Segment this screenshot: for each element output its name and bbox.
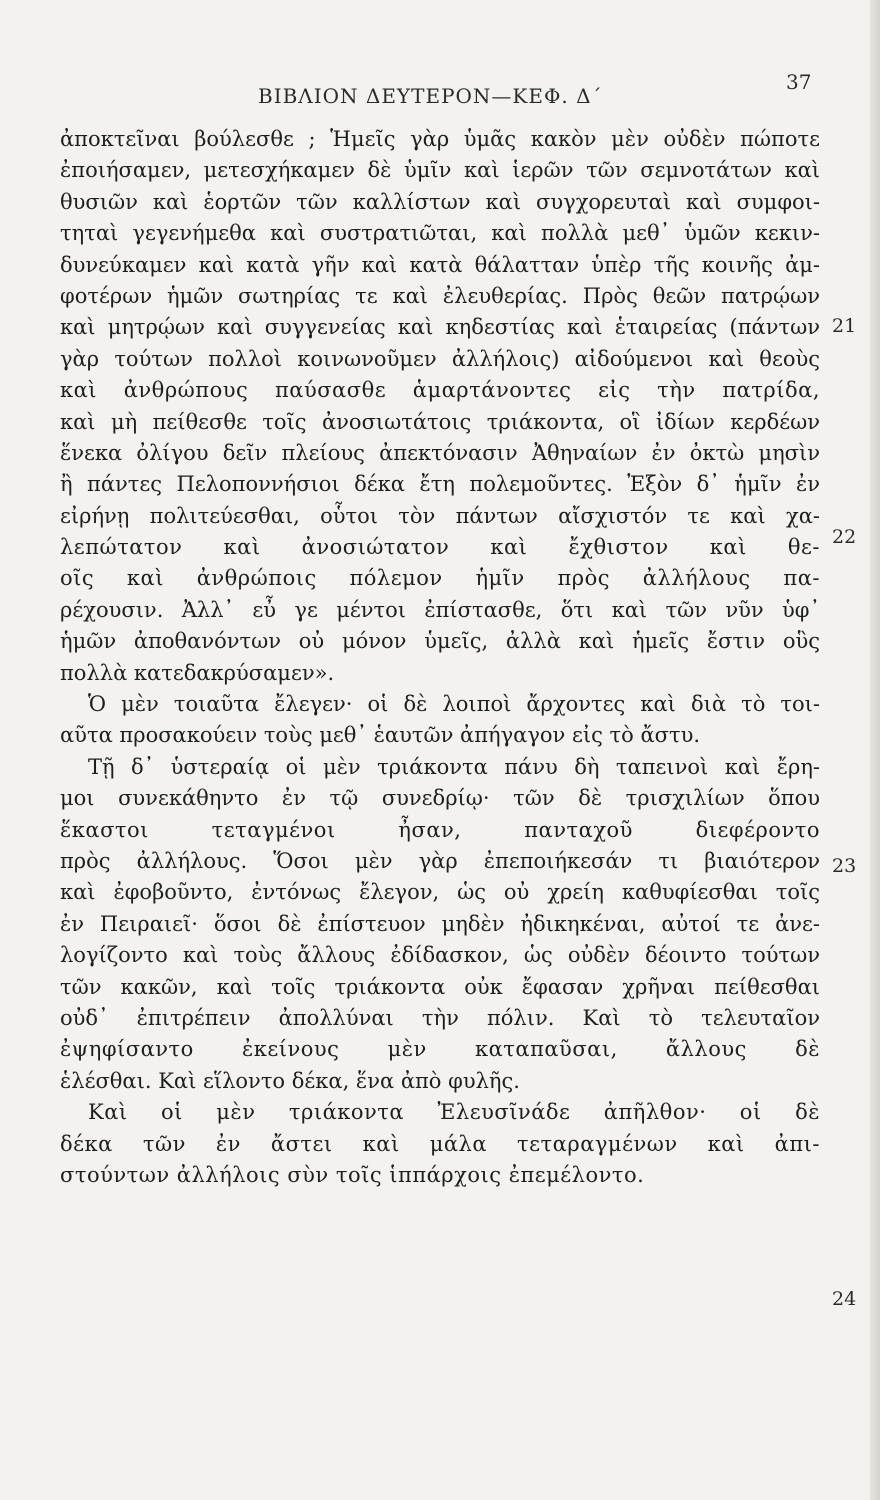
text-line: ἐψηφίσαντο ἐκείνους μὲν καταπαῦσαι, ἄλλους δὲ [60, 1037, 820, 1062]
text-line: στούντων ἀλλήλοις σὺν τοῖς ἱππάρχοις ἐπεμέλοντο. [60, 1162, 645, 1187]
text-line: Τῇ δ᾽ ὑστεραίᾳ οἱ μὲν τριάκοντα πάνυ δὴ ταπεινοὶ καὶ ἔρη- [88, 754, 820, 779]
text-line: Ὁ μὲν τοιαῦτα ἔλεγεν· οἱ δὲ λοιποὶ ἄρχοντες καὶ διὰ τὸ τοι- [88, 692, 820, 717]
text-line: τηταὶ γεγενήμεθα καὶ συστρατιῶται, καὶ πολλὰ μεθ᾽ ὑμῶν κεκιν- [60, 221, 820, 246]
text-line: αῦτα προσακούειν τοὺς μεθ᾽ ἑαυτῶν ἀπήγαγον εἰς τὸ ἄστυ. [60, 723, 701, 748]
text-line: καὶ μητρῴων καὶ συγγενείας καὶ κηδεστίας καὶ ἑταιρείας (πάντων [60, 315, 820, 340]
text-line: καὶ ἐφοβοῦντο, ἐντόνως ἔλεγον, ὡς οὐ χρείη καθυφίεσθαι τοῖς [60, 880, 820, 905]
margin-section-number: 22 [832, 526, 857, 548]
text-line: ἡμῶν ἀποθανόντων οὐ μόνον ὑμεῖς, ἀλλὰ καὶ ἡμεῖς ἔστιν οὓς [60, 629, 820, 654]
text-line: καὶ ἀνθρώπους παύσασθε ἁμαρτάνοντες εἰς τὴν πατρίδα, [60, 378, 820, 403]
text-line: ρέχουσιν. Ἀλλ᾽ εὖ γε μέντοι ἐπίστασθε, ὅτι καὶ τῶν νῦν ὑφ᾽ [60, 597, 820, 622]
text-line: Καὶ οἱ μὲν τριάκοντα Ἐλευσῖνάδε ἀπῆλθον· οἱ δὲ [88, 1100, 820, 1125]
text-line: οῖς καὶ ἀνθρώποις πόλεμον ἡμῖν πρὸς ἀλλήλους πα- [60, 566, 820, 591]
text-line: ἑλέσθαι. Καὶ εἵλοντο δέκα, ἕνα ἀπὸ φυλῆς. [60, 1068, 520, 1093]
text-line: πολλὰ κατεδακρύσαμεν». [60, 660, 335, 685]
text-line: φοτέρων ἡμῶν σωτηρίας τε καὶ ἐλευθερίας. Πρὸς θεῶν πατρῴων [60, 283, 820, 308]
text-line: ἕνεκα ὀλίγου δεῖν πλείους ἀπεκτόνασιν Ἀθηναίων ἐν ὀκτὼ μησὶν [60, 440, 820, 465]
text-line: δέκα τῶν ἐν ἄστει καὶ μάλα τεταραγμένων καὶ ἀπι- [60, 1131, 820, 1156]
text-line: οὐδ᾽ ἐπιτρέπειν ἀπολλύναι τὴν πόλιν. Καὶ τὸ τελευταῖον [60, 1005, 820, 1030]
text-line: ἐν Πειραιεῖ· ὅσοι δὲ ἐπίστευον μηδὲν ἠδικηκέναι, αὐτοί τε ἀνε- [60, 911, 820, 936]
text-line: καὶ μὴ πείθεσθε τοῖς ἀνοσιωτάτοις τριάκοντα, οἳ ἰδίων κερδέων [60, 409, 820, 434]
running-head: ΒΙΒΛΙΟΝ ΔΕΥΤΕΡΟΝ—ΚΕΦ. Δ΄ [258, 84, 603, 108]
text-line: ἀποκτεῖναι βούλεσθε ; Ἡμεῖς γὰρ ὑμᾶς κακὸν μὲν οὐδὲν πώποτε [60, 127, 820, 151]
margin-section-number: 24 [832, 1288, 857, 1310]
page-number: 37 [786, 70, 812, 94]
text-line: εἰρήνῃ πολιτεύεσθαι, οὗτοι τὸν πάντων αἴσχιστόν τε καὶ χα- [60, 503, 820, 528]
text-line: θυσιῶν καὶ ἑορτῶν τῶν καλλίστων καὶ συγχορευταὶ καὶ συμφοι- [60, 189, 820, 214]
scan-edge [870, 0, 880, 1500]
margin-section-number: 21 [832, 315, 857, 337]
text-line: ἕκαστοι τεταγμένοι ἦσαν, πανταχοῦ διεφέροντο [60, 817, 820, 842]
text-line: λογίζοντο καὶ τοὺς ἄλλους ἐδίδασκον, ὡς οὐδὲν δέοιντο τούτων [60, 943, 820, 968]
body-text [60, 124, 820, 1191]
text-line: λεπώτατον καὶ ἀνοσιώτατον καὶ ἔχθιστον καὶ θε- [60, 535, 820, 560]
text-line: μοι συνεκάθηντο ἐν τῷ συνεδρίῳ· τῶν δὲ τρισχιλίων ὅπου [60, 786, 820, 811]
text-line: γὰρ τούτων πολλοὶ κοινωνοῦμεν ἀλλήλοις) αἰδούμενοι καὶ θεοὺς [60, 346, 820, 371]
text-line: δυνεύκαμεν καὶ κατὰ γῆν καὶ κατὰ θάλατταν ὑπὲρ τῆς κοινῆς ἀμ- [60, 252, 820, 277]
text-line: τῶν κακῶν, καὶ τοῖς τριάκοντα οὐκ ἔφασαν χρῆναι πείθεσθαι [60, 974, 820, 999]
margin-section-number: 23 [832, 855, 857, 877]
text-line: πρὸς ἀλλήλους. Ὅσοι μὲν γὰρ ἐπεποιήκεσάν τι βιαιότερον [60, 848, 820, 873]
text-line: ἐποιήσαμεν, μετεσχήκαμεν δὲ ὑμῖν καὶ ἱερῶν τῶν σεμνοτάτων καὶ [60, 158, 820, 183]
text-line: ἢ πάντες Πελοποννήσιοι δέκα ἔτη πολεμοῦντες. Ἐξὸν δ᾽ ἡμῖν ἐν [60, 472, 820, 497]
